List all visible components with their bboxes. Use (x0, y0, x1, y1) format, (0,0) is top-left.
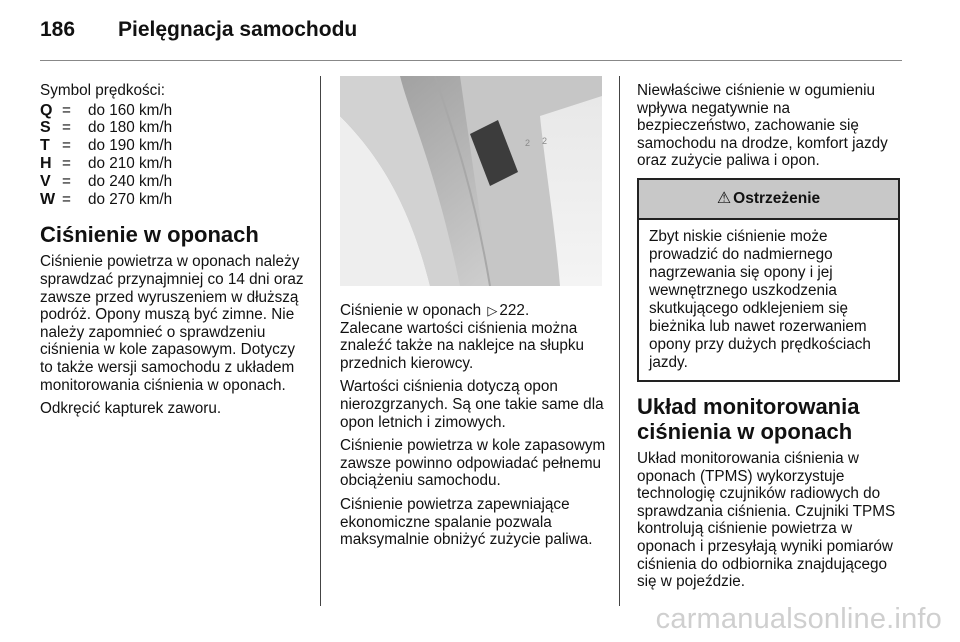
column-divider-left (320, 76, 321, 606)
page-number: 186 (40, 18, 76, 41)
speed-row (40, 137, 312, 155)
paragraph: Niewłaściwe ciśnienie w ogumieniu wpływa negatywnie na bezpieczeństwo, zachowanie się samochodu na drodze, komfort jazdy oraz zużycie paliwa i opon. (637, 82, 888, 170)
page-title: Pielęgnacja samochodu (118, 18, 358, 41)
speed-code: Q (40, 101, 53, 119)
column-divider-right (619, 76, 620, 606)
warning-icon: ⚠ (716, 190, 732, 208)
header-divider (40, 60, 902, 61)
paragraph-reference (340, 302, 612, 372)
warning-box (637, 178, 900, 382)
column-right (637, 82, 900, 597)
speed-value: do 190 km/h (88, 137, 173, 155)
paragraph: Odkręcić kapturek zaworu. (40, 400, 222, 418)
speed-code: W (40, 190, 56, 208)
warning-header (639, 180, 898, 220)
warning-text: Zbyt niskie ciśnienie może prowadzić do nadmiernego nagrzewania się opony i jej wewnętrznego uszkodzenia skutkującego odklejeniem się bieżnika lub nawet rozerwaniem opony przy dużych prędkościach jazdy. (649, 227, 871, 371)
reference-text: Ciśnienie w oponach (340, 302, 482, 319)
speed-value: do 180 km/h (88, 119, 173, 137)
speed-symbol-table (40, 102, 312, 209)
speed-equals: = (62, 155, 71, 173)
paragraph: Ciśnienie powietrza w kole zapasowym zawsze powinno odpowiadać pełnemu obciążeniu samochodu. (340, 437, 606, 490)
column-middle (340, 76, 612, 555)
speed-equals: = (62, 190, 71, 208)
paragraph: Wartości ciśnienia dotyczą opon nierozgrzanych. Są one takie same dla opon letnich i zimowych. (340, 378, 604, 431)
speed-row (40, 119, 312, 137)
speed-row (40, 155, 312, 173)
paragraph: Ciśnienie powietrza zapewniające ekonomiczne spalanie pozwala maksymalnie obniżyć zużycie paliwa. (340, 495, 593, 549)
warning-title: Ostrzeżenie (733, 190, 821, 208)
page-reference-icon[interactable]: ▷ (487, 303, 498, 318)
speed-value: do 270 km/h (88, 190, 173, 208)
watermark: carmanualsonline.info (655, 603, 942, 635)
speed-row (40, 173, 312, 191)
speed-value: do 210 km/h (88, 155, 173, 173)
speed-equals: = (62, 101, 71, 119)
paragraph: Układ monitorowania ciśnienia w oponach (TPMS) wykorzystuje technologię czujników radiowych do sprawdzania ciśnienia. Czujniki TPMS kontrolują ciśnienie powietrza w oponach i przesyłają wyniki pomiarów ciśnienia do odbiornika znajdującego się w pojeździe. (637, 449, 896, 591)
reference-page[interactable]: 222. (499, 302, 530, 319)
svg-text:2: 2 (542, 136, 548, 146)
speed-equals: = (62, 137, 71, 155)
speed-equals: = (62, 119, 71, 137)
speed-value: do 240 km/h (88, 172, 173, 190)
column-left (40, 82, 312, 424)
paragraph: Ciśnienie powietrza w oponach należy sprawdzać przynajmniej co 14 dni oraz zawsze przed wyruszeniem w dłuższą podróż. Opony muszą być zimne. Nie należy zapomnieć o sprawdzeniu ciśnienia w kole zapasowym. Dotyczy to także wersji samochodu z układem monitorowania ciśnienia w oponach. (40, 253, 304, 394)
speed-symbol-intro: Symbol prędkości: (40, 82, 165, 99)
speed-value: do 160 km/h (88, 101, 173, 119)
speed-code: V (40, 172, 51, 190)
section-heading-tyre-pressure: Ciśnienie w oponach (40, 222, 259, 248)
door-pillar-illustration (340, 76, 602, 286)
speed-row (40, 102, 312, 120)
door-pillar-photo (340, 76, 602, 286)
section-heading-tpms: Układ monitorowania ciśnienia w oponach (637, 393, 860, 444)
speed-code: H (40, 155, 52, 173)
speed-row (40, 191, 312, 209)
speed-code: T (40, 137, 50, 155)
speed-equals: = (62, 172, 71, 190)
svg-text:2: 2 (525, 138, 531, 148)
reference-continuation: Zalecane wartości ciśnienia można znaleźć także na naklejce na słupku przednich kierowcy. (340, 319, 585, 372)
speed-code: S (40, 119, 51, 137)
